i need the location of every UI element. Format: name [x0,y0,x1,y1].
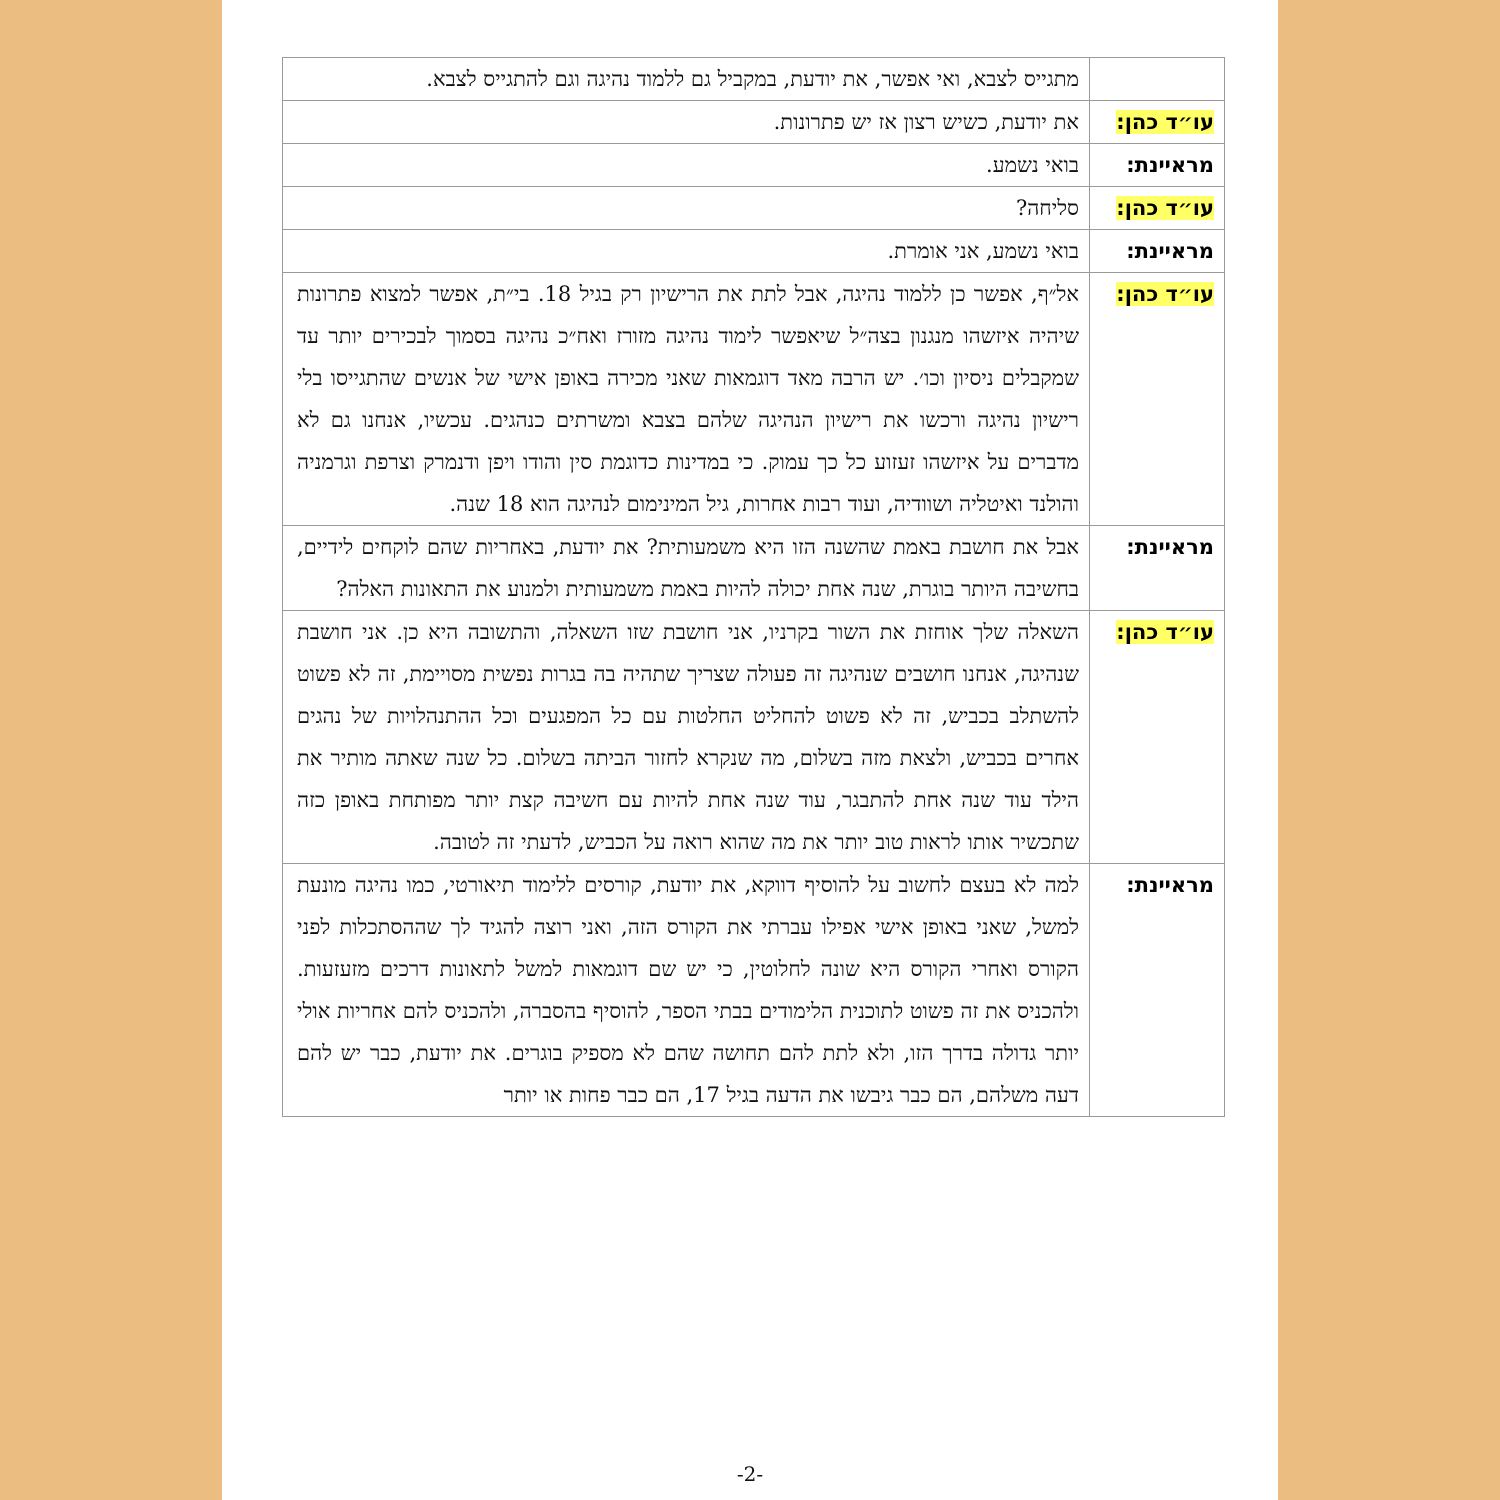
speaker-cell [1090,273,1225,526]
transcript-row [283,187,1225,230]
transcript-row [283,101,1225,144]
document-page [222,0,1278,1500]
speaker-cell [1090,230,1225,273]
transcript-row [283,611,1225,864]
speaker-label: מראיינת: [1126,239,1214,263]
transcript-table [282,57,1225,1117]
transcript-row [283,864,1225,1117]
speaker-label: עו״ד כהן: [1116,282,1214,306]
utterance-text: את יודעת, כשיש רצון אז יש פתרונות. [283,101,1090,144]
transcript-rows [283,58,1225,1117]
speaker-cell [1090,101,1225,144]
utterance-text: סליחה? [283,187,1090,230]
utterance-text: אל״ף, אפשר כן ללמוד נהיגה, אבל לתת את הרישיון רק בגיל 18. בי״ת, אפשר למצוא פתרונות שיהיה איזשהו מנגנון בצה״ל שיאפשר לימוד נהיגה מזורז ואח״כ נהיגה בסמוך לבכירים יותר עד שמקבלים ניסיון וכו׳. יש הרבה מאד דוגמאות שאני מכירה באופן אישי של אנשים שהתגייסו בלי רישיון נהיגה ורכשו את רישיון הנהיגה שלהם בצבא ומשרתים כנהגים. עכשיו, אנחנו גם לא מדברים על איזשהו זעזוע כל כך עמוק. כי במדינות כדוגמת סין והודו ויפן ודנמרק וצרפת וגרמניה והולנד ואיטליה ושוודיה, ועוד רבות אחרות, גיל המינימום לנהיגה הוא 18 שנה. [283,273,1090,526]
speaker-cell [1090,864,1225,1117]
transcript-row [283,273,1225,526]
speaker-cell [1090,187,1225,230]
speaker-label: מראיינת: [1126,873,1214,897]
speaker-cell [1090,144,1225,187]
speaker-cell [1090,58,1225,101]
speaker-cell [1090,526,1225,611]
utterance-text: למה לא בעצם לחשוב על להוסיף דווקא, את יודעת, קורסים ללימוד תיאורטי, כמו נהיגה מונעת למשל, שאני באופן אישי אפילו עברתי את הקורס הזה, ואני רוצה להגיד לך שההסתכלות לפני הקורס ואחרי הקורס היא שונה לחלוטין, כי יש שם דוגמאות למשל לתאונות דרכים מזעזעות. ולהכניס את זה פשוט לתוכנית הלימודים בבתי הספר, להוסיף בהסברה, ולהכניס להם אחריות אולי יותר גדולה בדרך הזו, ולא לתת להם תחושה שהם לא מספיק בוגרים. את יודעת, כבר יש להם דעה משלהם, הם כבר גיבשו את הדעה בגיל 17, הם כבר פחות או יותר [283,864,1090,1117]
speaker-label: מראיינת: [1126,535,1214,559]
transcript-row [283,230,1225,273]
utterance-text: בואי נשמע, אני אומרת. [283,230,1090,273]
utterance-text: השאלה שלך אוחזת את השור בקרניו, אני חושבת שזו השאלה, והתשובה היא כן. אני חושבת שנהיגה, אנחנו חושבים שנהיגה זה פעולה שצריך שתהיה בה בגרות נפשית מסויימת, זה לא פשוט להשתלב בכביש, זה לא פשוט להחליט החלטות עם כל המפגעים וכל ההתנהלויות של נהגים אחרים בכביש, ולצאת מזה בשלום, מה שנקרא לחזור הביתה בשלום. כל שנה שאתה מותיר את הילד עוד שנה אחת להתבגר, עוד שנה אחת להיות עם חשיבה קצת יותר מפותחת באופן כזה שתכשיר אותו לראות טוב יותר את מה שהוא רואה על הכביש, לדעתי זה לטובה. [283,611,1090,864]
speaker-label: מראיינת: [1126,153,1214,177]
transcript-row [283,526,1225,611]
utterance-text: בואי נשמע. [283,144,1090,187]
utterance-text: אבל את חושבת באמת שהשנה הזו היא משמעותית? את יודעת, באחריות שהם לוקחים לידיים, בחשיבה היותר בוגרת, שנה אחת יכולה להיות באמת משמעותית ולמנוע את התאונות האלה? [283,526,1090,611]
transcript-row [283,58,1225,101]
transcript-row [283,144,1225,187]
speaker-label: עו״ד כהן: [1116,620,1214,644]
speaker-cell [1090,611,1225,864]
page-number: -2- [736,1462,764,1486]
speaker-label: עו״ד כהן: [1116,196,1214,220]
speaker-label: עו״ד כהן: [1116,110,1214,134]
utterance-text: מתגייס לצבא, ואי אפשר, את יודעת, במקביל גם ללמוד נהיגה וגם להתגייס לצבא. [283,58,1090,101]
